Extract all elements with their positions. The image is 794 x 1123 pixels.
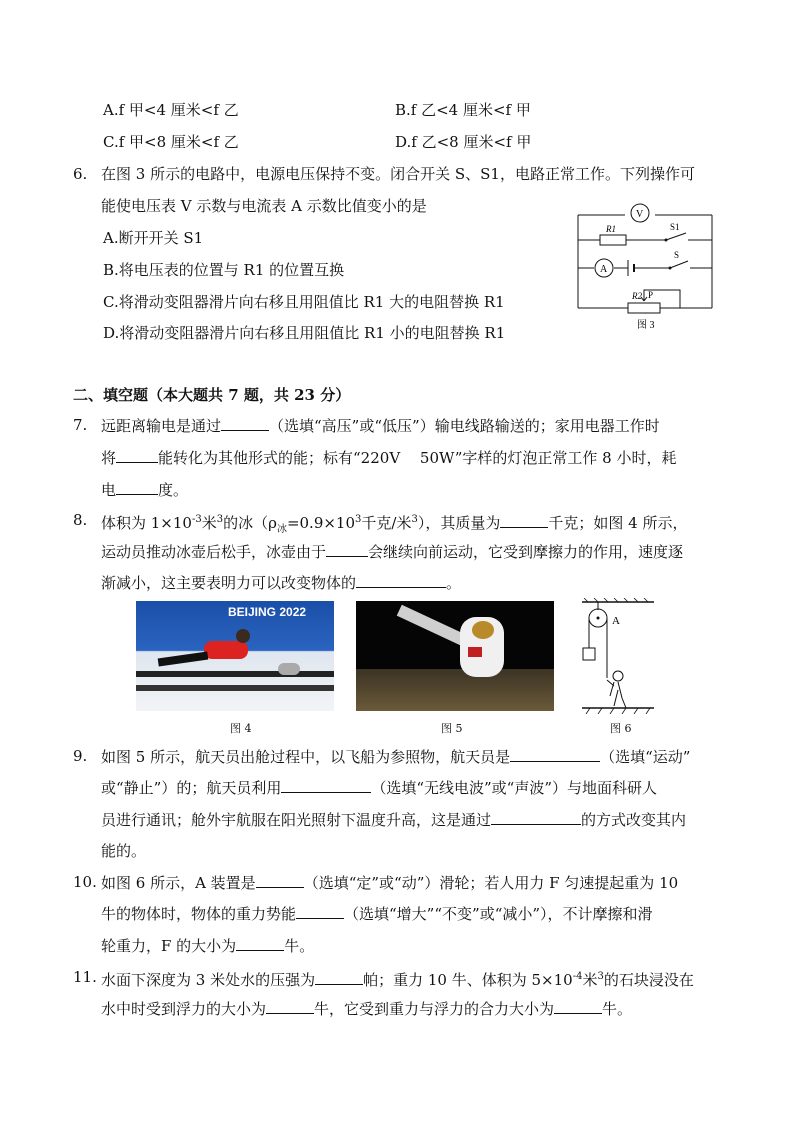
q10-line3: 轮重力，F 的大小为 牛。: [101, 934, 314, 957]
q6-number: 6.: [73, 165, 88, 183]
fig4-caption: 图 4: [230, 722, 252, 735]
q7-line2: 将 能转化为其他形式的能；标有“220V 50W”字样的灯泡正常工作 8 小时，耗: [101, 446, 676, 469]
q9-line3: 员进行通讯；舱外宇航服在阳光照射下温度升高，这是通过 的方式改变其内: [101, 808, 686, 831]
q8-line2: 运动员推动冰壶后松手，冰壶由于 会继续向前运动，它受到摩擦力的作用，速度逐: [101, 540, 683, 563]
q6-option-a: A.断开开关 S1: [103, 229, 204, 247]
q6-stem-line1: 在图 3 所示的电路中，电源电压保持不变。闭合开关 S、S1，电路正常工作。下列操作可: [101, 165, 695, 183]
q6-option-d: D.将滑动变阻器滑片向右移且用阻值比 R1 小的电阻替换 R1: [103, 324, 506, 342]
q10-number: 10.: [73, 873, 97, 891]
q9-line4: 能的。: [101, 842, 147, 860]
q11-blank1[interactable]: [315, 968, 363, 985]
q8-blank1[interactable]: [500, 511, 548, 528]
q5-option-c: C.f 甲<8 厘米<f 乙: [103, 133, 239, 151]
pulley-label-a: A: [612, 615, 620, 627]
section-title: 二、填空题（本大题共 7 题，共 23 分）: [73, 386, 351, 404]
q10-line2: 牛的物体时，物体的重力势能 （选填“增大”“不变”或“减小”），不计摩擦和滑: [101, 902, 653, 925]
q7-blank2[interactable]: [116, 446, 158, 463]
q10-line1: 如图 6 所示，A 装置是 （选填“定”或“动”）滑轮；若人用力 F 匀速提起重为 10: [101, 871, 678, 894]
q9-blank2[interactable]: [281, 776, 371, 793]
q8-blank3[interactable]: [356, 571, 446, 588]
q7-number: 7.: [73, 416, 88, 434]
q5-option-b: B.f 乙<4 厘米<f 甲: [395, 101, 531, 119]
curling-photo: [136, 601, 334, 711]
q9-blank1[interactable]: [510, 745, 600, 762]
q9-number: 9.: [73, 747, 88, 765]
q6-stem-line2: 能使电压表 V 示数与电流表 A 示数比值变小的是: [101, 197, 427, 215]
q7-blank1[interactable]: [221, 414, 269, 431]
pulley-diagram-fig6: [578, 598, 658, 714]
q8-line1: 体积为 $1\times 10^{-3}$米$^3$的冰（$\rho_冰=0.9\times 10^3$千克/米$^3$），其质量为 千克；如图 4 所示，: [101, 509, 687, 541]
q6-option-b: B.将电压表的位置与 R1 的位置互换: [103, 261, 345, 279]
fig6-caption: 图 6: [610, 722, 632, 735]
r1-label: R1: [606, 224, 616, 234]
circuit-diagram-fig3: [570, 198, 720, 336]
fig3-caption: 图 3: [637, 320, 655, 331]
q10-blank3[interactable]: [236, 934, 284, 951]
q11-number: 11.: [73, 968, 97, 986]
q7-line3: 电 度。: [101, 478, 188, 501]
q11-line1: 水面下深度为 3 米处水的压强为 帕；重力 10 牛、体积为 $5\times 10^{-4}$米$^3$的石块浸没在: [101, 966, 694, 991]
q11-line2: 水中时受到浮力的大小为 牛，它受到重力与浮力的合力大小为 牛。: [101, 997, 632, 1020]
photo-banner: BEIJING 2022: [228, 605, 307, 619]
q7-line1: 远距离输电是通过 （选填“高压”或“低压”）输电线路输送的；家用电器工作时: [101, 414, 660, 437]
q8-number: 8.: [73, 511, 88, 529]
s-label: S: [674, 250, 680, 260]
ammeter-label: A: [600, 264, 608, 275]
q8-line3: 渐减小，这主要表明力可以改变物体的 。: [101, 571, 461, 594]
q5-option-a: A.f 甲<4 厘米<f 乙: [103, 101, 239, 119]
q10-blank1[interactable]: [256, 871, 304, 888]
q8-blank2[interactable]: [326, 540, 368, 557]
q7-blank3[interactable]: [116, 478, 158, 495]
q6-option-c: C.将滑动变阻器滑片向右移且用阻值比 R1 大的电阻替换 R1: [103, 293, 505, 311]
fig5-caption: 图 5: [441, 722, 463, 735]
q9-line1: 如图 5 所示，航天员出舱过程中，以飞船为参照物，航天员是 （选填“运动”: [101, 745, 690, 768]
s1-label: S1: [670, 222, 680, 232]
r2-label: R2: [632, 291, 642, 301]
q5-option-d: D.f 乙<8 厘米<f 甲: [395, 133, 532, 151]
q11-blank3[interactable]: [554, 997, 602, 1014]
slider-p-label: P: [648, 290, 654, 300]
q10-blank2[interactable]: [296, 902, 344, 919]
spacewalk-photo: [356, 601, 554, 711]
q11-blank2[interactable]: [266, 997, 314, 1014]
q9-line2: 或“静止”）的；航天员利用 （选填“无线电波”或“声波”）与地面科研人: [101, 776, 657, 799]
q9-blank3[interactable]: [491, 808, 581, 825]
voltmeter-label: V: [636, 209, 644, 220]
